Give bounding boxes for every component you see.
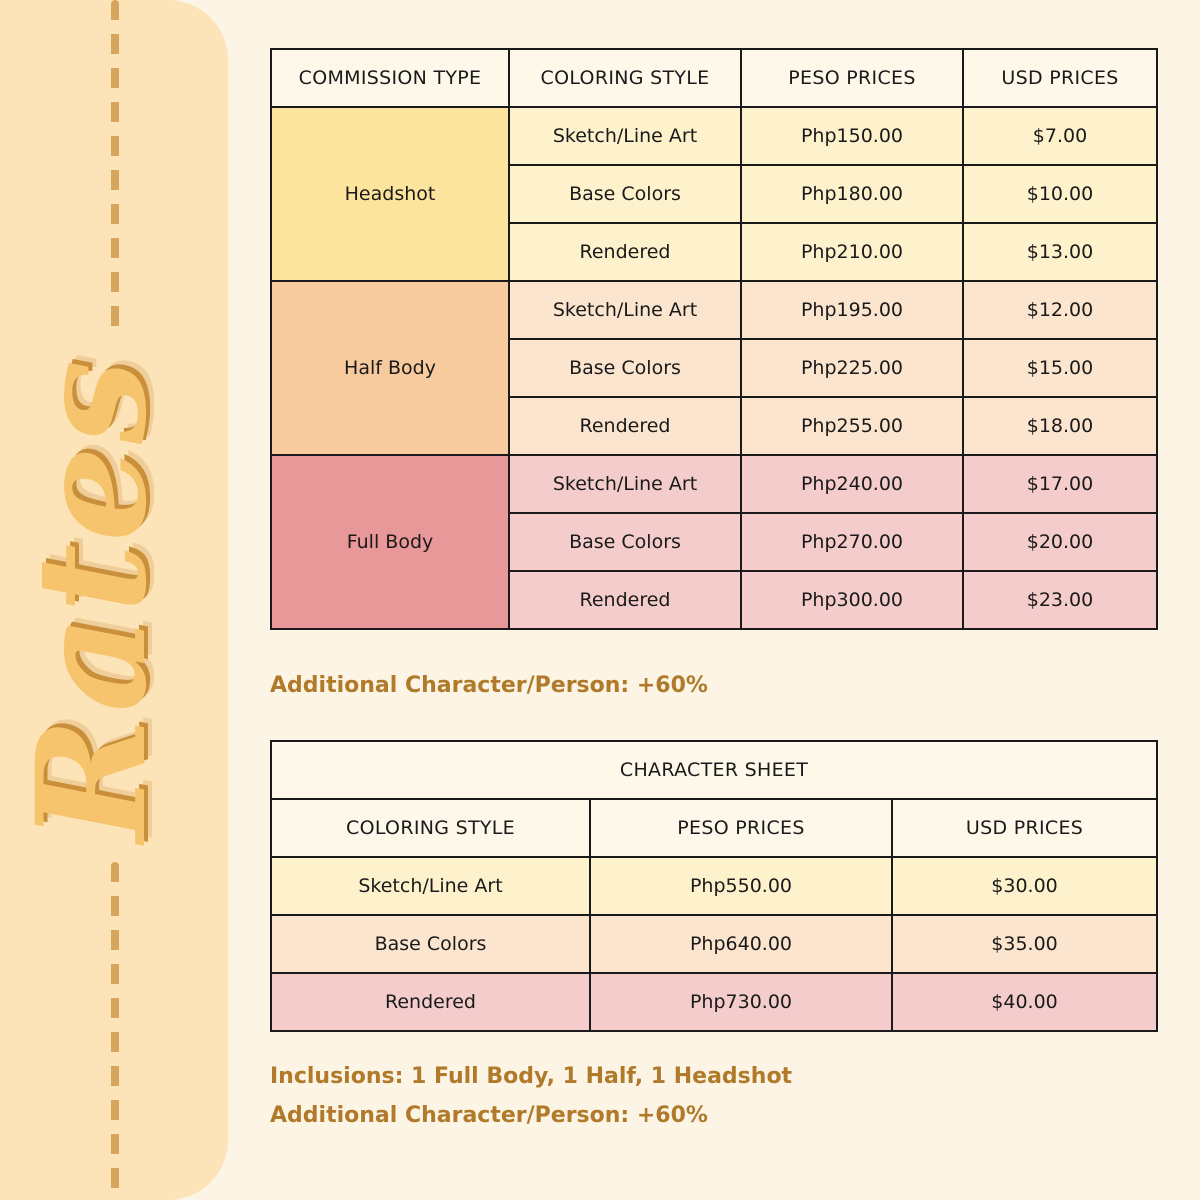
usd-price-cell: $40.00 [892,973,1157,1031]
usd-price-cell: $13.00 [963,223,1157,281]
coloring-style-cell: Rendered [271,973,590,1031]
dashed-divider-top [111,0,119,340]
usd-price-cell: $23.00 [963,571,1157,629]
coloring-style-cell: Sketch/Line Art [271,857,590,915]
usd-price-cell: $15.00 [963,339,1157,397]
table-row [271,973,1157,1031]
sheet-additional-character-note: Additional Character/Person: +60% [270,1103,708,1128]
side-title: Rates [4,357,180,843]
coloring-style-cell: Sketch/Line Art [509,281,741,339]
dashed-divider-bottom [111,862,119,1200]
coloring-style-cell: Sketch/Line Art [509,107,741,165]
peso-price-cell: Php255.00 [741,397,963,455]
table-header-row [271,49,1157,107]
peso-price-cell: Php550.00 [590,857,892,915]
usd-price-cell: $10.00 [963,165,1157,223]
column-header-coloring-style: COLORING STYLE [271,799,590,857]
coloring-style-cell: Base Colors [509,513,741,571]
peso-price-cell: Php180.00 [741,165,963,223]
usd-price-cell: $12.00 [963,281,1157,339]
peso-price-cell: Php270.00 [741,513,963,571]
peso-price-cell: Php210.00 [741,223,963,281]
column-header-usd-prices: USD PRICES [963,49,1157,107]
usd-price-cell: $17.00 [963,455,1157,513]
peso-price-cell: Php640.00 [590,915,892,973]
usd-price-cell: $7.00 [963,107,1157,165]
usd-price-cell: $35.00 [892,915,1157,973]
table-title-row [271,741,1157,799]
inclusions-note: Inclusions: 1 Full Body, 1 Half, 1 Headshot [270,1064,793,1089]
commission-rates-table [270,48,1158,630]
coloring-style-cell: Rendered [509,223,741,281]
peso-price-cell: Php195.00 [741,281,963,339]
coloring-style-cell: Sketch/Line Art [509,455,741,513]
peso-price-cell: Php225.00 [741,339,963,397]
coloring-style-cell: Rendered [509,571,741,629]
table-row [271,107,1157,165]
column-header-coloring-style: COLORING STYLE [509,49,741,107]
table-row [271,281,1157,339]
peso-price-cell: Php300.00 [741,571,963,629]
peso-price-cell: Php150.00 [741,107,963,165]
usd-price-cell: $20.00 [963,513,1157,571]
table-row [271,857,1157,915]
commission-type-full-body: Full Body [271,455,509,629]
character-sheet-table [270,740,1158,1032]
commission-type-half-body: Half Body [271,281,509,455]
peso-price-cell: Php730.00 [590,973,892,1031]
coloring-style-cell: Base Colors [509,339,741,397]
column-header-peso-prices: PESO PRICES [741,49,963,107]
column-header-peso-prices: PESO PRICES [590,799,892,857]
additional-character-note: Additional Character/Person: +60% [270,673,708,698]
table-row [271,455,1157,513]
coloring-style-cell: Rendered [509,397,741,455]
usd-price-cell: $30.00 [892,857,1157,915]
side-panel [0,0,228,1200]
table-header-row [271,799,1157,857]
coloring-style-cell: Base Colors [509,165,741,223]
column-header-usd-prices: USD PRICES [892,799,1157,857]
character-sheet-title: CHARACTER SHEET [271,741,1157,799]
column-header-commission-type: COMMISSION TYPE [271,49,509,107]
coloring-style-cell: Base Colors [271,915,590,973]
table-row [271,915,1157,973]
peso-price-cell: Php240.00 [741,455,963,513]
commission-type-headshot: Headshot [271,107,509,281]
usd-price-cell: $18.00 [963,397,1157,455]
